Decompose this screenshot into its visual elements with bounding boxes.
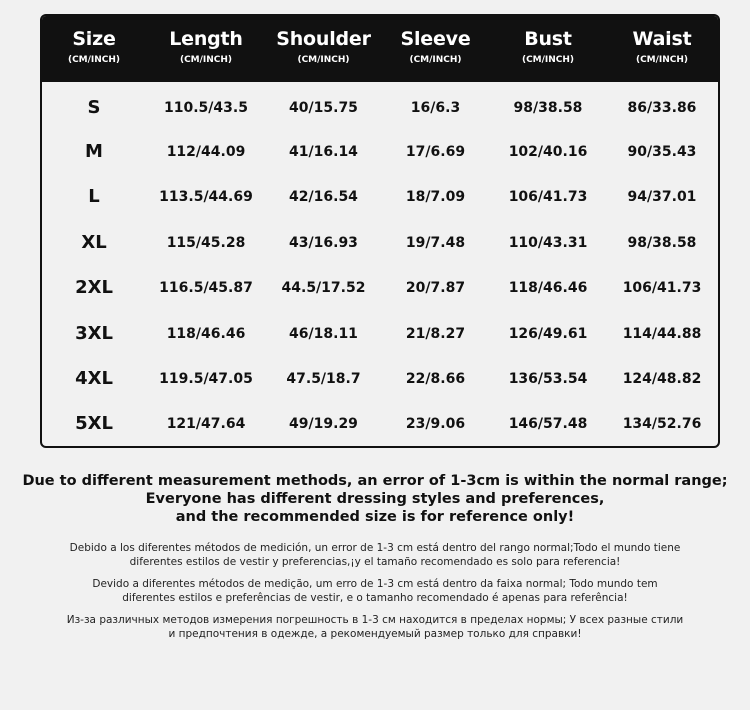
length-cell: 115/45.28 [166, 235, 246, 251]
size-cell: 3XL [75, 323, 113, 344]
shoulder-cell: 40/15.75 [289, 100, 358, 116]
shoulder-cell: 49/19.29 [289, 416, 358, 432]
waist-cell: 106/41.73 [622, 280, 702, 296]
header-waist: Waist (CM/INCH) [632, 28, 692, 65]
waist-cell: 94/37.01 [627, 189, 697, 205]
length-cell: 121/47.64 [166, 416, 246, 432]
waist-cell: 86/33.86 [627, 100, 697, 116]
table-row [42, 357, 718, 401]
table-row [42, 221, 718, 265]
header-sleeve: Sleeve (CM/INCH) [400, 28, 471, 65]
size-cell: 5XL [75, 413, 113, 434]
size-chart-table [40, 14, 720, 448]
size-cell: 2XL [75, 277, 113, 298]
shoulder-cell: 43/16.93 [289, 235, 358, 251]
sleeve-cell: 18/7.09 [405, 189, 466, 205]
waist-cell: 134/52.76 [622, 416, 702, 432]
size-cell: M [85, 141, 103, 162]
shoulder-cell: 46/18.11 [289, 326, 358, 342]
table-row [42, 266, 718, 310]
size-cell: XL [81, 232, 107, 253]
table-row [42, 312, 718, 356]
table-row [42, 86, 718, 130]
size-cell: S [87, 97, 101, 118]
russian-disclaimer: Из-за различных методов измерения погрешность в 1-3 см находится в пределах нормы; У всех разные стили и предпочтения в одежде, а рекомендуемый размер только для справки! [66, 614, 684, 640]
sleeve-cell: 22/8.66 [405, 371, 466, 387]
length-cell: 119.5/47.05 [159, 371, 253, 387]
bust-cell: 98/38.58 [513, 100, 583, 116]
bust-cell: 136/53.54 [508, 371, 588, 387]
english-disclaimer: Due to different measurement methods, an error of 1-3cm is within the normal range; Everyone has different dressing styles and preferences, and the recommended size is for reference only! [22, 473, 728, 525]
sleeve-cell: 21/8.27 [405, 326, 466, 342]
shoulder-cell: 44.5/17.52 [281, 280, 366, 296]
shoulder-cell: 47.5/18.7 [286, 371, 361, 387]
sleeve-cell: 19/7.48 [405, 235, 466, 251]
sleeve-cell: 17/6.69 [405, 144, 466, 160]
length-cell: 110.5/43.5 [164, 100, 248, 116]
waist-cell: 124/48.82 [622, 371, 702, 387]
table-header [42, 16, 718, 82]
length-cell: 113.5/44.69 [159, 189, 253, 205]
bust-cell: 106/41.73 [508, 189, 588, 205]
waist-cell: 98/38.58 [627, 235, 697, 251]
sleeve-cell: 20/7.87 [405, 280, 466, 296]
size-cell: 4XL [75, 368, 113, 389]
sleeve-cell: 16/6.3 [410, 100, 461, 116]
length-cell: 118/46.46 [166, 326, 246, 342]
bust-cell: 146/57.48 [508, 416, 588, 432]
waist-cell: 114/44.88 [622, 326, 702, 342]
header-shoulder: Shoulder (CM/INCH) [276, 28, 371, 65]
length-cell: 116.5/45.87 [159, 280, 253, 296]
shoulder-cell: 41/16.14 [289, 144, 358, 160]
header-size: Size (CM/INCH) [67, 28, 121, 65]
bust-cell: 102/40.16 [508, 144, 588, 160]
bust-cell: 118/46.46 [508, 280, 588, 296]
table-row [42, 130, 718, 174]
table-row [42, 402, 718, 446]
length-cell: 112/44.09 [166, 144, 246, 160]
header-bust: Bust (CM/INCH) [521, 28, 575, 65]
table-row [42, 175, 718, 219]
bust-cell: 110/43.31 [508, 235, 588, 251]
size-cell: L [88, 186, 100, 207]
sleeve-cell: 23/9.06 [405, 416, 466, 432]
header-length: Length (CM/INCH) [169, 28, 243, 65]
portuguese-disclaimer: Devido a diferentes métodos de medição, um erro de 1-3 cm está dentro da faixa normal; Todo mundo tem diferentes estilos e preferências de vestir, e o tamanho recomendado é apenas para referência! [92, 578, 658, 604]
shoulder-cell: 42/16.54 [289, 189, 358, 205]
waist-cell: 90/35.43 [627, 144, 697, 160]
spanish-disclaimer: Debido a los diferentes métodos de medición, un error de 1-3 cm está dentro del rango normal;Todo el mundo tiene diferentes estilos de vestir y preferencias,¡y el tamaño recomendado es solo para referencia! [69, 542, 681, 568]
bust-cell: 126/49.61 [508, 326, 588, 342]
